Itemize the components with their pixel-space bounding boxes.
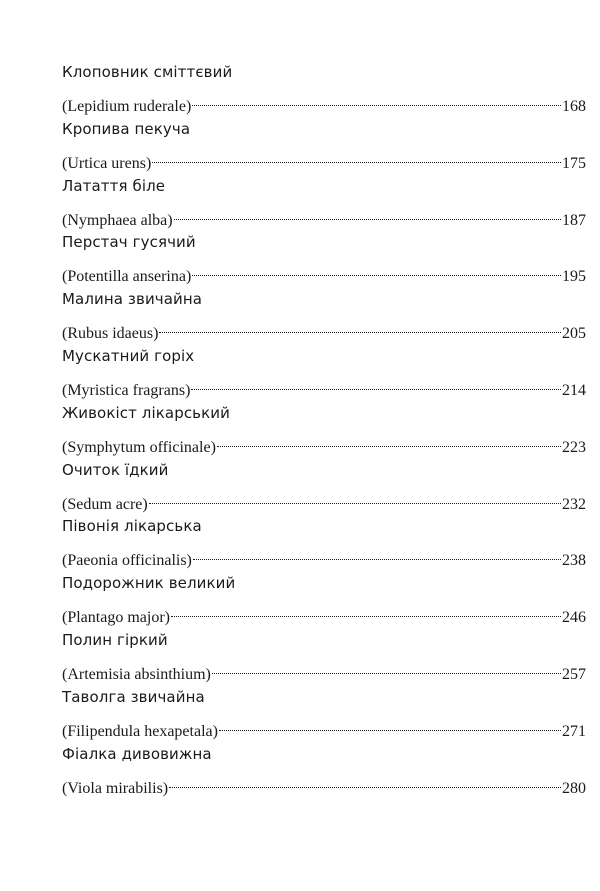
page-number: 257 xyxy=(562,665,586,683)
plant-latin-name: (Filipendula hexapetala) xyxy=(62,722,218,740)
page-number: 280 xyxy=(562,779,586,797)
page-number: 232 xyxy=(562,495,586,513)
plant-common-name: Клоповник сміттєвий xyxy=(62,63,233,81)
dot-leader xyxy=(192,89,561,111)
plant-common-name: Латаття біле xyxy=(62,176,166,195)
plant-latin-name: (Lepidium ruderale) xyxy=(62,98,192,115)
dot-leader xyxy=(217,430,561,452)
plant-latin-name: (Symphytum officinale) xyxy=(62,438,216,456)
toc-entry xyxy=(62,170,586,227)
plant-common-name: Кропива пекуча xyxy=(62,119,191,138)
dot-leader xyxy=(192,259,561,281)
toc-entry xyxy=(62,226,586,286)
toc-entry xyxy=(62,340,586,397)
plant-common-name: Таволга звичайна xyxy=(62,687,205,706)
plant-common-name: Живокіст лікарський xyxy=(62,403,230,422)
plant-latin-name: (Myristica fragrans) xyxy=(62,381,191,399)
toc-entry xyxy=(62,454,586,511)
plant-common-name: Півонія лікарська xyxy=(62,517,202,536)
page-number: 195 xyxy=(562,268,586,286)
plant-latin-name: (Sedum acre) xyxy=(62,495,148,513)
page-number: 175 xyxy=(562,154,586,172)
plant-common-name: Подорожник великий xyxy=(62,574,236,593)
page-number: 168 xyxy=(562,98,586,115)
toc-entry xyxy=(62,681,586,738)
page-number: 187 xyxy=(562,211,586,229)
page-number: 223 xyxy=(562,438,586,456)
toc-entry xyxy=(62,510,586,570)
dot-leader xyxy=(191,373,561,395)
dot-leader xyxy=(169,771,561,793)
plant-latin-name: (Urtica urens) xyxy=(62,154,152,172)
page-number: 238 xyxy=(562,552,586,570)
plant-latin-name: (Potentilla anserina) xyxy=(62,268,192,286)
plant-latin-name: (Viola mirabilis) xyxy=(62,779,169,797)
plant-common-name: Перстач гусячий xyxy=(62,233,196,252)
dot-leader xyxy=(212,657,561,679)
plant-common-name: Полин гіркий xyxy=(62,630,168,649)
toc-entry xyxy=(62,567,586,627)
page-number: 271 xyxy=(562,722,586,740)
plant-latin-name: (Paeonia officinalis) xyxy=(62,552,192,570)
dot-leader xyxy=(219,714,561,736)
plant-latin-name: (Nymphaea alba) xyxy=(62,211,173,229)
toc-entry xyxy=(62,56,586,113)
plant-common-name: Фіалка дивовижна xyxy=(62,744,212,763)
dot-leader xyxy=(149,487,561,509)
toc-entry xyxy=(62,738,586,795)
dot-leader xyxy=(159,316,561,338)
dot-leader xyxy=(152,146,561,168)
plant-latin-name: (Rubus idaeus) xyxy=(62,325,159,343)
toc-entry xyxy=(62,113,586,170)
page-number: 214 xyxy=(562,381,586,399)
table-of-contents xyxy=(62,56,586,797)
latin-row xyxy=(62,771,586,800)
plant-latin-name: (Artemisia absinthium) xyxy=(62,665,211,683)
page-number: 205 xyxy=(562,325,586,343)
toc-entry xyxy=(62,624,586,681)
plant-common-name: Малина звичайна xyxy=(62,290,203,309)
plant-common-name: Очиток їдкий xyxy=(62,460,169,479)
toc-entry xyxy=(62,283,586,343)
page-number: 246 xyxy=(562,609,586,627)
plant-common-name: Мускатний горіх xyxy=(62,346,195,365)
dot-leader xyxy=(174,203,561,225)
toc-entry xyxy=(62,397,586,454)
plant-latin-name: (Plantago major) xyxy=(62,609,170,627)
dot-leader xyxy=(193,543,561,565)
dot-leader xyxy=(171,600,561,622)
